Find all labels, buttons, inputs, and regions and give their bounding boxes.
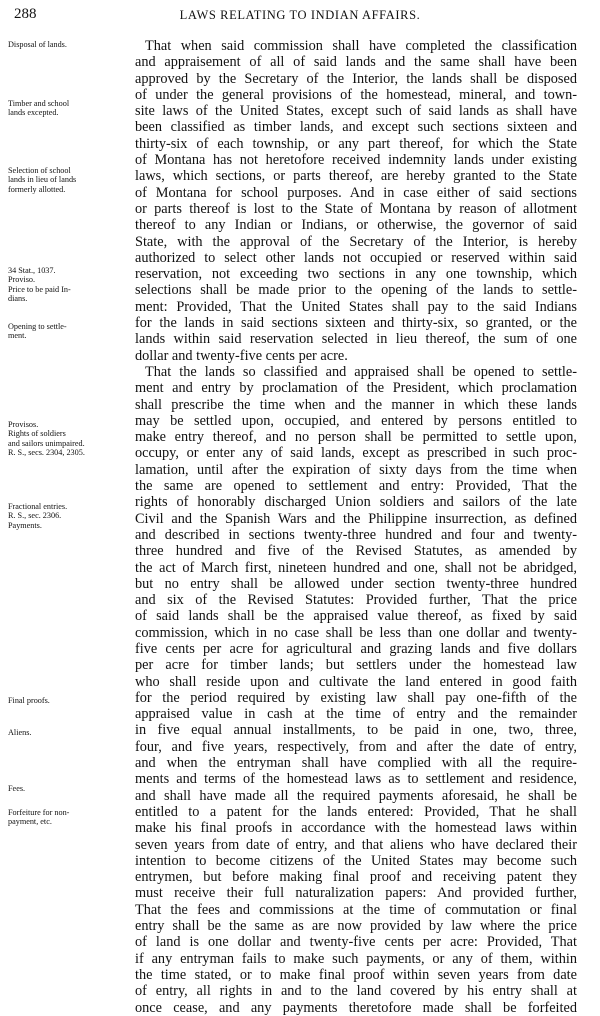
text-line: dollar and twenty-five cents per acre.	[135, 347, 348, 364]
text-line: site laws of the United States, except such of said lands as shall have	[135, 103, 577, 120]
text-line: entrymen, but before making final proof and receiving patent they	[135, 869, 577, 886]
margin-note-line: formerly allotted.	[8, 184, 66, 194]
text-line: That when said commission shall have completed the classification	[145, 38, 577, 54]
margin-note	[8, 322, 126, 341]
text-line: commission, which in no case shall be less than one dollar and twenty-	[135, 624, 577, 641]
margin-note-line: and sailors unimpaired.	[8, 438, 85, 448]
text-line: make his final proofs in accordance with the homestead laws within	[135, 820, 577, 837]
text-line: been classified as timber lands, and except such sections sixteen and	[135, 119, 577, 136]
margin-note-line: Aliens.	[8, 728, 32, 737]
margin-note-line: Forfeiture for non-	[8, 808, 70, 817]
margin-note	[8, 502, 126, 530]
text-line: once cease, and any payments theretofore made shall be forfeited	[135, 999, 577, 1016]
text-line: per acre for timber lands; but settlers under the homestead law	[135, 657, 577, 674]
margin-note-line: Price to be paid In-	[8, 284, 71, 294]
margin-note-line: Timber and school	[8, 99, 70, 108]
text-line: the act of March first, nineteen hundred and one, shall not be abridged,	[135, 559, 577, 576]
text-line: selections shall be made prior to the opening of the lands to settle-	[135, 282, 577, 299]
text-line: of Montana has not heretofore received indemnity lands under existing	[135, 152, 577, 169]
page-number: 288	[14, 6, 37, 22]
text-line: but no entry shall be allowed under section twenty-three hundred	[135, 575, 577, 592]
margin-note	[8, 40, 126, 49]
margin-note	[8, 166, 126, 194]
text-line: reservation, not exceeding two sections in any one township, which	[135, 266, 577, 283]
text-line: entry shall be the same as are now provided by law where the price	[135, 918, 577, 935]
text-line: entitled to a patent for the lands entered: Provided, That he shall	[135, 803, 577, 820]
margin-note-line: 34 Stat., 1037.	[8, 266, 56, 275]
text-line: ments and terms of the homestead laws as to settlement and residence,	[135, 771, 577, 788]
margin-note-line: Opening to settle-	[8, 322, 67, 331]
text-line: and described in sections twenty-three hundred and four and twenty-	[135, 526, 577, 543]
text-line: That the lands so classified and appraised shall be opened to settle-	[145, 363, 577, 380]
text-line: thirty-six of each township, or any part thereof, for which the State	[135, 135, 577, 152]
text-line: of entry, all rights in and to the land covered by his entry shall at	[135, 983, 577, 1000]
margin-note	[8, 784, 126, 793]
statute-text	[135, 38, 577, 1016]
text-line: of Montana for school purposes. And in case either of said sections	[135, 184, 577, 201]
text-line: thereof to any Indian or Indians, or otherwise, the governor of said	[135, 217, 577, 234]
margin-note-line: lands in lieu of lands	[8, 175, 77, 185]
margin-note-line: Selection of school	[8, 166, 71, 175]
margin-note-line: Disposal of lands.	[8, 40, 67, 49]
text-line: three hundred and five of the Revised Statutes, as amended by	[135, 543, 577, 560]
margin-note	[8, 99, 126, 118]
text-line: State, with the approval of the Secretary of the Interior, is hereby	[135, 233, 577, 250]
text-line: authorized to select other lands not occupied or reserved within said	[135, 249, 577, 266]
text-line: and six of the Revised Statutes: Provided further, That the price	[135, 592, 577, 609]
text-line: lands within said reservation selected in lieu thereof, the sum of one	[135, 331, 577, 348]
page-header	[0, 6, 600, 24]
margin-note-line: Payments.	[8, 520, 42, 530]
text-line: rights of honorably discharged Union soldiers and sailors of the late	[135, 494, 577, 511]
text-line: make entry thereof, and no person shall be permitted to settle upon,	[135, 429, 577, 446]
margin-note	[8, 808, 126, 827]
text-line: in five equal annual installments, to be paid in one, two, three,	[135, 722, 577, 739]
text-line: shall prescribe the time when and the manner in which these lands	[135, 396, 577, 413]
text-line: the time stated, or to make final proof within seven years from date	[135, 966, 577, 983]
text-line: ment and entry by proclamation of the President, which proclamation	[135, 380, 577, 397]
text-line: appraised value in cash at the time of entry and the remainder	[135, 706, 577, 723]
margin-note-line: lands excepted.	[8, 108, 59, 118]
text-line: for the lands in said sections sixteen and thirty-six, so granted, or the	[135, 315, 577, 332]
text-line: of land is one dollar and twenty-five cents per acre: Provided, That	[135, 934, 577, 951]
running-title: LAWS RELATING TO INDIAN AFFAIRS.	[179, 8, 421, 22]
margin-note	[8, 266, 126, 303]
text-line: That the fees and commissions at the time of commutation or final	[135, 901, 577, 918]
margin-note-line: Final proofs.	[8, 696, 50, 705]
text-line: or parts thereof is lost to the State of Montana by reason of allotment	[135, 200, 577, 217]
text-line: may be settled upon, occupied, and entered by persons entitled to	[135, 412, 577, 429]
text-line: approved by the Secretary of the Interior, the lands shall be disposed	[135, 70, 577, 87]
text-line: laws, which sections, or parts thereof, are hereby granted to the State	[135, 168, 577, 185]
text-line: occupy, or enter any of said lands, except as prescribed in such proc-	[135, 445, 577, 462]
text-line: who shall reside upon and cultivate the land entered in good faith	[135, 673, 577, 690]
text-line: ment: Provided, That the United States shall pay to the said Indians	[135, 298, 577, 315]
margin-note-line: Proviso.	[8, 275, 36, 285]
text-line: Civil and the Spanish Wars and the Philippine insurrection, as defined	[135, 510, 577, 527]
margin-note-line: R. S., secs. 2304, 2305.	[8, 447, 85, 457]
text-line: of under the general provisions of the homestead, mineral, and town-	[135, 86, 577, 103]
text-line: four, and five years, respectively, from and after the date of entry,	[135, 738, 577, 755]
text-line: the same are opened to settlement and entry: Provided, That the	[135, 478, 577, 495]
margin-note-line: Fees.	[8, 784, 26, 793]
margin-note-line: Rights of soldiers	[8, 429, 66, 439]
text-line: for the period required by existing law shall pay one-fifth of the	[135, 689, 577, 706]
margin-note-line: Fractional entries.	[8, 502, 68, 511]
text-line: lamation, until after the expiration of sixty days from the time when	[135, 461, 577, 478]
text-line: five cents per acre for agricultural and grazing lands and five dollars	[135, 640, 577, 657]
text-line: must receive their full naturalization papers: And provided further,	[135, 885, 577, 902]
text-line: and appraisement of all of said lands and the same shall have been	[135, 54, 577, 71]
margin-note-line: R. S., sec. 2306.	[8, 511, 62, 521]
text-line: and shall have made all the required payments aforesaid, he shall be	[135, 787, 577, 804]
margin-note	[8, 728, 126, 737]
margin-note-line: Provisos.	[8, 420, 39, 429]
margin-note-line: ment.	[8, 331, 27, 341]
text-line: and when the entryman shall have complied with all the require-	[135, 755, 577, 772]
text-line: intention to become citizens of the United States may become such	[135, 852, 577, 869]
text-line: of said lands shall be the appraised value thereof, as fixed by said	[135, 608, 577, 625]
margin-note-line: payment, etc.	[8, 817, 52, 827]
margin-note	[8, 420, 126, 457]
text-line: seven years from date of entry, and that aliens who have declared their	[135, 836, 577, 853]
text-line: if any entryman fails to make such payments, or any of them, within	[135, 950, 577, 967]
margin-note	[8, 696, 126, 705]
margin-note-line: dians.	[8, 293, 28, 303]
